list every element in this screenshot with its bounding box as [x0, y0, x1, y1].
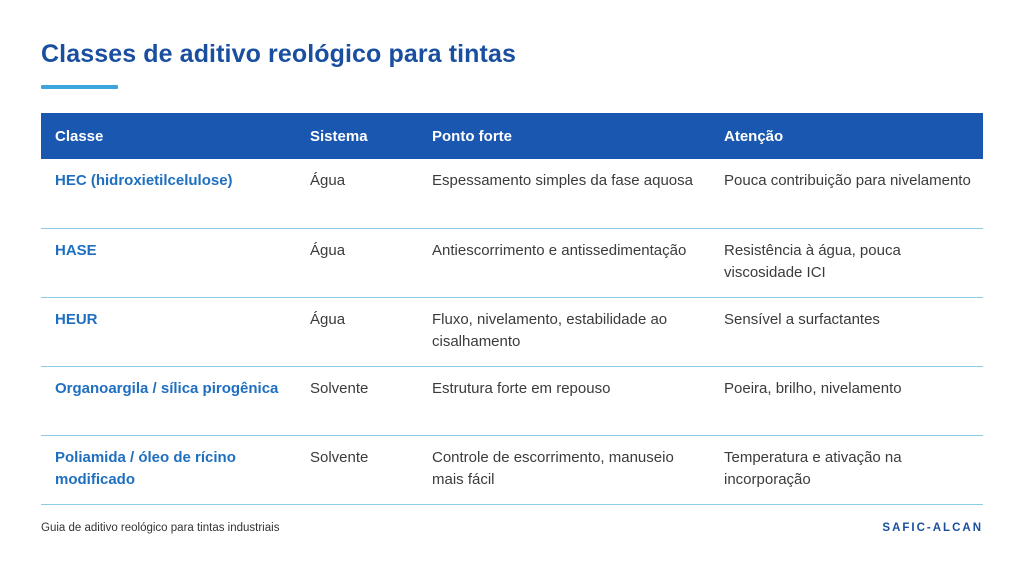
cell-atencao: Sensível a surfactantes — [710, 297, 983, 366]
brand-logo-text: SAFIC-ALCAN — [882, 522, 983, 534]
cell-atencao: Temperatura e ativação na incorporação — [710, 435, 983, 504]
table-row — [41, 435, 983, 504]
title-accent-line — [41, 85, 118, 89]
cell-ponto-forte: Espessamento simples da fase aquosa — [418, 159, 710, 228]
cell-ponto-forte: Estrutura forte em repouso — [418, 366, 710, 435]
cell-atencao: Poeira, brilho, nivelamento — [710, 366, 983, 435]
cell-classe: Poliamida / óleo de rícino modificado — [41, 435, 296, 504]
footer-note: Guia de aditivo reológico para tintas industriais — [41, 522, 280, 534]
cell-atencao: Pouca contribuição para nivelamento — [710, 159, 983, 228]
cell-atencao: Resistência à água, pouca viscosidade ICI — [710, 228, 983, 297]
header-atencao: Atenção — [710, 113, 983, 159]
cell-ponto-forte: Antiescorrimento e antissedimentação — [418, 228, 710, 297]
cell-classe: HASE — [41, 228, 296, 297]
cell-ponto-forte: Fluxo, nivelamento, estabilidade ao cisalhamento — [418, 297, 710, 366]
table-row — [41, 159, 983, 228]
cell-sistema: Água — [296, 297, 418, 366]
cell-sistema: Solvente — [296, 435, 418, 504]
cell-ponto-forte: Controle de escorrimento, manuseio mais fácil — [418, 435, 710, 504]
header-ponto-forte: Ponto forte — [418, 113, 710, 159]
cell-classe: HEC (hidroxietilcelulose) — [41, 159, 296, 228]
header-classe: Classe — [41, 113, 296, 159]
cell-sistema: Água — [296, 159, 418, 228]
table-row — [41, 297, 983, 366]
header-sistema: Sistema — [296, 113, 418, 159]
additive-classes-table — [41, 113, 983, 505]
table-row — [41, 228, 983, 297]
cell-classe: HEUR — [41, 297, 296, 366]
table-row — [41, 366, 983, 435]
cell-sistema: Água — [296, 228, 418, 297]
page-title: Classes de aditivo reológico para tintas — [41, 40, 516, 68]
table-header-row — [41, 113, 983, 159]
cell-classe: Organoargila / sílica pirogênica — [41, 366, 296, 435]
cell-sistema: Solvente — [296, 366, 418, 435]
